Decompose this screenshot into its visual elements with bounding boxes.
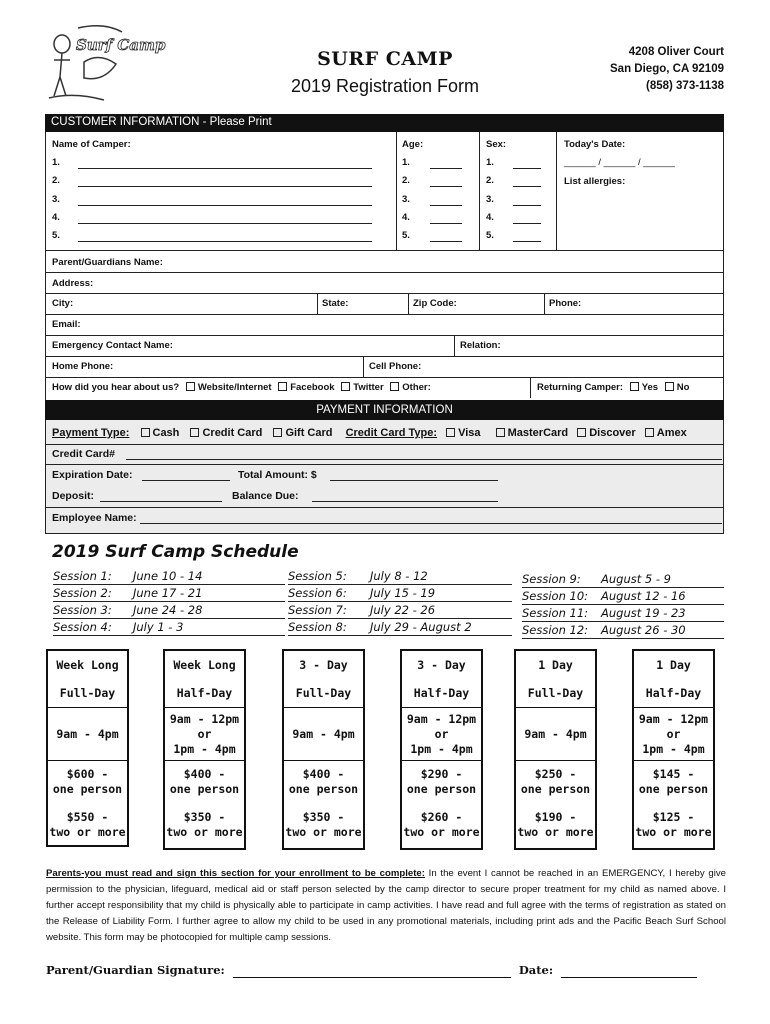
box-hours-text: 9am - 4pm bbox=[292, 726, 355, 741]
box-hours-text: 9am - 4pm bbox=[56, 726, 119, 741]
customer-info-header bbox=[45, 114, 724, 132]
age-field[interactable] bbox=[430, 186, 462, 187]
employee-name-label[interactable]: Employee Name: bbox=[52, 512, 137, 524]
box-price-two bbox=[634, 803, 713, 847]
returning-yes[interactable]: Yes bbox=[630, 382, 658, 393]
session-underline bbox=[53, 584, 285, 585]
box-length bbox=[284, 651, 363, 679]
session-label: Session 6: bbox=[288, 586, 347, 600]
session-label: Session 11: bbox=[522, 606, 589, 620]
box-price-two bbox=[48, 803, 127, 847]
session-dates: July 8 - 12 bbox=[370, 569, 428, 583]
price-box bbox=[632, 649, 715, 850]
box-length bbox=[634, 651, 713, 679]
box-day bbox=[634, 679, 713, 707]
checkbox-icon bbox=[186, 382, 195, 391]
box-day-text: Full-Day bbox=[59, 685, 116, 700]
row-number: 1. bbox=[52, 157, 60, 168]
returning-no[interactable]: No bbox=[665, 382, 690, 393]
box-hours-text: or bbox=[666, 726, 681, 741]
box-day-text: Half-Day bbox=[645, 685, 702, 700]
box-hours bbox=[402, 708, 481, 760]
session-dates: June 17 - 21 bbox=[133, 586, 203, 600]
box-price-one-text: one person bbox=[288, 782, 359, 796]
box-price-two-text: two or more bbox=[635, 825, 712, 839]
session-underline bbox=[53, 635, 285, 636]
payment-info-title: PAYMENT INFORMATION bbox=[316, 404, 453, 416]
price-box bbox=[46, 649, 129, 847]
address-street: 4208 Oliver Court bbox=[628, 46, 724, 58]
price-box bbox=[400, 649, 483, 850]
payment-gift-card[interactable]: Gift Card bbox=[273, 427, 332, 439]
price-box bbox=[514, 649, 597, 850]
box-hours-text: 9am - 12pm bbox=[406, 711, 477, 726]
age-field[interactable] bbox=[430, 205, 462, 206]
box-price-two-text: $350 - bbox=[183, 810, 226, 824]
session-underline bbox=[288, 618, 512, 619]
box-price-one bbox=[284, 761, 363, 803]
camper-name-field[interactable] bbox=[78, 241, 372, 242]
box-price-two-text: $125 - bbox=[652, 810, 695, 824]
legal-paragraph bbox=[46, 866, 726, 946]
box-price-one-text: $290 - bbox=[420, 767, 463, 781]
age-field[interactable] bbox=[430, 223, 462, 224]
checkbox-icon bbox=[190, 428, 199, 437]
heard-about-label: How did you hear about us? bbox=[52, 382, 180, 393]
box-price-one-text: one person bbox=[638, 782, 709, 796]
camper-name-label: Name of Camper: bbox=[52, 139, 131, 150]
box-hours-text: or bbox=[434, 726, 449, 741]
legal-heading: Parents-you must read and sign this section for your enrollment to be complete: bbox=[46, 868, 425, 879]
row-number: 3. bbox=[486, 193, 494, 205]
checkbox-icon bbox=[577, 428, 586, 437]
sex-field[interactable] bbox=[513, 205, 541, 206]
date-field[interactable] bbox=[561, 963, 697, 978]
box-length bbox=[516, 651, 595, 679]
address-label[interactable]: Address: bbox=[52, 278, 94, 289]
box-hours-text: 9am - 4pm bbox=[524, 726, 587, 741]
expiration-label[interactable]: Expiration Date: bbox=[52, 469, 133, 481]
box-day bbox=[284, 679, 363, 707]
box-hours-text: or bbox=[197, 726, 212, 741]
row-number: 1. bbox=[402, 157, 410, 168]
session-label: Session 1: bbox=[53, 569, 112, 583]
box-price-two-text: two or more bbox=[517, 825, 594, 839]
box-length-text: Week Long bbox=[56, 657, 119, 672]
city-label[interactable]: City: bbox=[52, 298, 74, 309]
todays-date-label: Today's Date: bbox=[564, 139, 626, 150]
row-number: 3. bbox=[402, 193, 410, 205]
checkbox-icon bbox=[630, 382, 639, 391]
total-amount-label[interactable]: Total Amount: $ bbox=[238, 469, 317, 481]
box-day-text: Half-Day bbox=[413, 685, 470, 700]
box-price-two-text: two or more bbox=[49, 825, 126, 839]
row-number: 4. bbox=[402, 211, 410, 223]
home-phone-label[interactable]: Home Phone: bbox=[52, 361, 114, 372]
session-label: Session 2: bbox=[53, 586, 112, 600]
box-price-two bbox=[165, 803, 244, 847]
session-label: Session 4: bbox=[53, 620, 112, 634]
option-twitter[interactable]: Twitter bbox=[341, 382, 383, 393]
sex-label: Sex: bbox=[486, 139, 507, 150]
session-underline bbox=[522, 604, 724, 605]
session-label: Session 3: bbox=[53, 603, 112, 617]
session-dates: July 1 - 3 bbox=[133, 620, 184, 634]
box-day-text: Half-Day bbox=[176, 685, 233, 700]
payment-info-header bbox=[45, 400, 724, 420]
heard-about-row bbox=[52, 382, 431, 393]
row-number: 4. bbox=[486, 211, 494, 223]
logo-text: Surf Camp bbox=[76, 36, 166, 54]
relation-label[interactable]: Relation: bbox=[460, 340, 501, 351]
session-dates: August 5 - 9 bbox=[601, 572, 671, 586]
todays-date-field[interactable]: ______ / ______ / ______ bbox=[564, 157, 675, 168]
session-underline bbox=[53, 618, 285, 619]
box-price-two-text: two or more bbox=[403, 825, 480, 839]
box-length-text: 3 - Day bbox=[417, 657, 466, 672]
option-website[interactable]: Website/Internet bbox=[186, 382, 272, 393]
signature-row bbox=[46, 963, 697, 978]
card-amex[interactable]: Amex bbox=[645, 427, 687, 439]
checkbox-icon bbox=[341, 382, 350, 391]
card-discover[interactable]: Discover bbox=[577, 427, 635, 439]
session-underline bbox=[288, 601, 512, 602]
price-box bbox=[282, 649, 365, 850]
session-label: Session 10: bbox=[522, 589, 589, 603]
box-length bbox=[165, 651, 244, 679]
box-price-two-text: two or more bbox=[166, 825, 243, 839]
allergies-label: List allergies: bbox=[564, 176, 626, 187]
box-price-two bbox=[402, 803, 481, 847]
session-label: Session 12: bbox=[522, 623, 589, 637]
box-price-one-text: $250 - bbox=[534, 767, 577, 781]
row-number: 2. bbox=[486, 175, 494, 187]
checkbox-icon bbox=[446, 428, 455, 437]
payment-type-row bbox=[52, 427, 687, 439]
card-type-label: Credit Card Type: bbox=[345, 427, 438, 439]
card-visa[interactable]: Visa bbox=[446, 427, 480, 439]
sex-field[interactable] bbox=[513, 186, 541, 187]
box-length bbox=[402, 651, 481, 679]
session-underline bbox=[522, 621, 724, 622]
checkbox-icon bbox=[496, 428, 505, 437]
session-label: Session 7: bbox=[288, 603, 347, 617]
payment-credit-card[interactable]: Credit Card bbox=[190, 427, 262, 439]
age-label: Age: bbox=[402, 139, 424, 150]
box-day bbox=[402, 679, 481, 707]
box-hours bbox=[165, 708, 244, 760]
schedule-title: 2019 Surf Camp Schedule bbox=[52, 542, 299, 562]
payment-cash[interactable]: Cash bbox=[141, 427, 180, 439]
state-label[interactable]: State: bbox=[322, 298, 349, 309]
phone-label[interactable]: Phone: bbox=[549, 298, 582, 309]
option-other[interactable]: Other: bbox=[390, 382, 431, 393]
date-label: Date: bbox=[518, 963, 554, 977]
box-price-two-text: $550 - bbox=[66, 810, 109, 824]
box-price-one-text: $600 - bbox=[66, 767, 109, 781]
session-dates: June 24 - 28 bbox=[133, 603, 203, 617]
session-underline bbox=[522, 638, 724, 639]
box-price-two-text: $190 - bbox=[534, 810, 577, 824]
camper-name-field[interactable] bbox=[78, 186, 372, 187]
box-hours-text: 1pm - 4pm bbox=[173, 741, 236, 756]
payment-type-label: Payment Type: bbox=[52, 427, 130, 439]
returning-camper-row bbox=[537, 382, 689, 393]
option-facebook[interactable]: Facebook bbox=[278, 382, 334, 393]
session-dates: July 15 - 19 bbox=[370, 586, 436, 600]
sex-field[interactable] bbox=[513, 223, 541, 224]
box-hours-text: 9am - 12pm bbox=[169, 711, 240, 726]
checkbox-icon bbox=[273, 428, 282, 437]
box-price-two-text: $260 - bbox=[420, 810, 463, 824]
box-price-one bbox=[165, 761, 244, 803]
emergency-contact-label[interactable]: Emergency Contact Name: bbox=[52, 340, 173, 351]
box-price-two-text: $350 - bbox=[302, 810, 345, 824]
box-hours-text: 1pm - 4pm bbox=[642, 741, 705, 756]
row-number: 5. bbox=[52, 230, 60, 242]
box-price-one-text: one person bbox=[169, 782, 240, 796]
camper-name-field[interactable] bbox=[78, 205, 372, 206]
session-label: Session 9: bbox=[522, 572, 581, 586]
camper-name-field[interactable] bbox=[78, 223, 372, 224]
address-phone: (858) 373-1138 bbox=[645, 80, 724, 92]
box-day bbox=[516, 679, 595, 707]
parent-name-label[interactable]: Parent/Guardians Name: bbox=[52, 257, 163, 268]
box-price-one-text: one person bbox=[406, 782, 477, 796]
age-field[interactable] bbox=[430, 241, 462, 242]
box-day-text: Full-Day bbox=[527, 685, 584, 700]
legal-text: In the event I cannot be reached in an EMERGENCY, I hereby give permission to the physician, lifeguard, medical aid or staff person selected by the camp director to secure proper treatment for my child as named above. I further accept responsibility that my child is physically able to participate in camp activities. I have read and full agree with the terms of registration as stated on the Release of Liability Form. I further agree to allow my child to be used in any promotional materials, including print ads and the Pacific Beach Surf School website. This form may be photocopied for multiple camp sessions. bbox=[46, 868, 726, 943]
session-dates: August 19 - 23 bbox=[601, 606, 686, 620]
session-dates: June 10 - 14 bbox=[133, 569, 203, 583]
sex-field[interactable] bbox=[513, 168, 541, 169]
session-dates: August 12 - 16 bbox=[601, 589, 686, 603]
row-number: 5. bbox=[486, 230, 494, 242]
box-price-one-text: $145 - bbox=[652, 767, 695, 781]
box-price-one-text: $400 - bbox=[302, 767, 345, 781]
page-subtitle: 2019 Registration Form bbox=[290, 76, 480, 96]
box-price-one bbox=[634, 761, 713, 803]
signature-field[interactable] bbox=[233, 963, 511, 978]
session-underline bbox=[53, 601, 285, 602]
camper-name-field[interactable] bbox=[78, 168, 372, 169]
price-box bbox=[163, 649, 246, 850]
row-number: 1. bbox=[486, 157, 494, 168]
balance-due-label[interactable]: Balance Due: bbox=[232, 490, 299, 502]
checkbox-icon bbox=[645, 428, 654, 437]
box-price-two bbox=[516, 803, 595, 847]
box-length bbox=[48, 651, 127, 679]
box-day-text: Full-Day bbox=[295, 685, 352, 700]
box-length-text: 1 Day bbox=[538, 657, 573, 672]
box-price-one-text: one person bbox=[52, 782, 123, 796]
sex-field[interactable] bbox=[513, 241, 541, 242]
customer-info-title: CUSTOMER INFORMATION - Please Print bbox=[51, 116, 272, 128]
box-hours-text: 1pm - 4pm bbox=[410, 741, 473, 756]
box-hours bbox=[634, 708, 713, 760]
signature-label: Parent/Guardian Signature: bbox=[46, 963, 225, 977]
box-price-one-text: $400 - bbox=[183, 767, 226, 781]
age-field[interactable] bbox=[430, 168, 462, 169]
session-dates: July 29 - August 2 bbox=[370, 620, 472, 634]
deposit-label[interactable]: Deposit: bbox=[52, 490, 94, 502]
box-price-one bbox=[402, 761, 481, 803]
checkbox-icon bbox=[390, 382, 399, 391]
box-price-one-text: one person bbox=[520, 782, 591, 796]
camp-address bbox=[610, 44, 724, 95]
session-underline bbox=[522, 587, 724, 588]
box-hours-text: 9am - 12pm bbox=[638, 711, 709, 726]
page-title: SURF CAMP bbox=[317, 48, 453, 70]
box-day bbox=[48, 679, 127, 707]
box-price-one bbox=[48, 761, 127, 803]
checkbox-icon bbox=[141, 428, 150, 437]
address-city: San Diego, CA 92109 bbox=[610, 63, 724, 75]
checkbox-icon bbox=[665, 382, 674, 391]
zip-label[interactable]: Zip Code: bbox=[413, 298, 457, 309]
row-number: 2. bbox=[52, 175, 60, 187]
row-number: 4. bbox=[52, 211, 60, 223]
credit-card-number-label[interactable]: Credit Card# bbox=[52, 448, 116, 460]
session-dates: August 26 - 30 bbox=[601, 623, 686, 637]
box-hours bbox=[48, 708, 127, 760]
box-hours bbox=[284, 708, 363, 760]
box-length-text: 1 Day bbox=[656, 657, 691, 672]
box-price-one bbox=[516, 761, 595, 803]
checkbox-icon bbox=[278, 382, 287, 391]
session-dates: July 22 - 26 bbox=[370, 603, 436, 617]
row-number: 2. bbox=[402, 175, 410, 187]
box-length-text: Week Long bbox=[173, 657, 236, 672]
email-label[interactable]: Email: bbox=[52, 319, 81, 330]
box-day bbox=[165, 679, 244, 707]
session-label: Session 5: bbox=[288, 569, 347, 583]
box-hours bbox=[516, 708, 595, 760]
box-price-two bbox=[284, 803, 363, 847]
row-number: 3. bbox=[52, 193, 60, 205]
session-label: Session 8: bbox=[288, 620, 347, 634]
card-mastercard[interactable]: MasterCard bbox=[496, 427, 569, 439]
returning-camper-label: Returning Camper: bbox=[537, 382, 624, 393]
session-underline bbox=[288, 584, 512, 585]
session-underline bbox=[288, 635, 512, 636]
box-price-two-text: two or more bbox=[285, 825, 362, 839]
cell-phone-label[interactable]: Cell Phone: bbox=[369, 361, 422, 372]
box-length-text: 3 - Day bbox=[299, 657, 348, 672]
row-number: 5. bbox=[402, 230, 410, 242]
